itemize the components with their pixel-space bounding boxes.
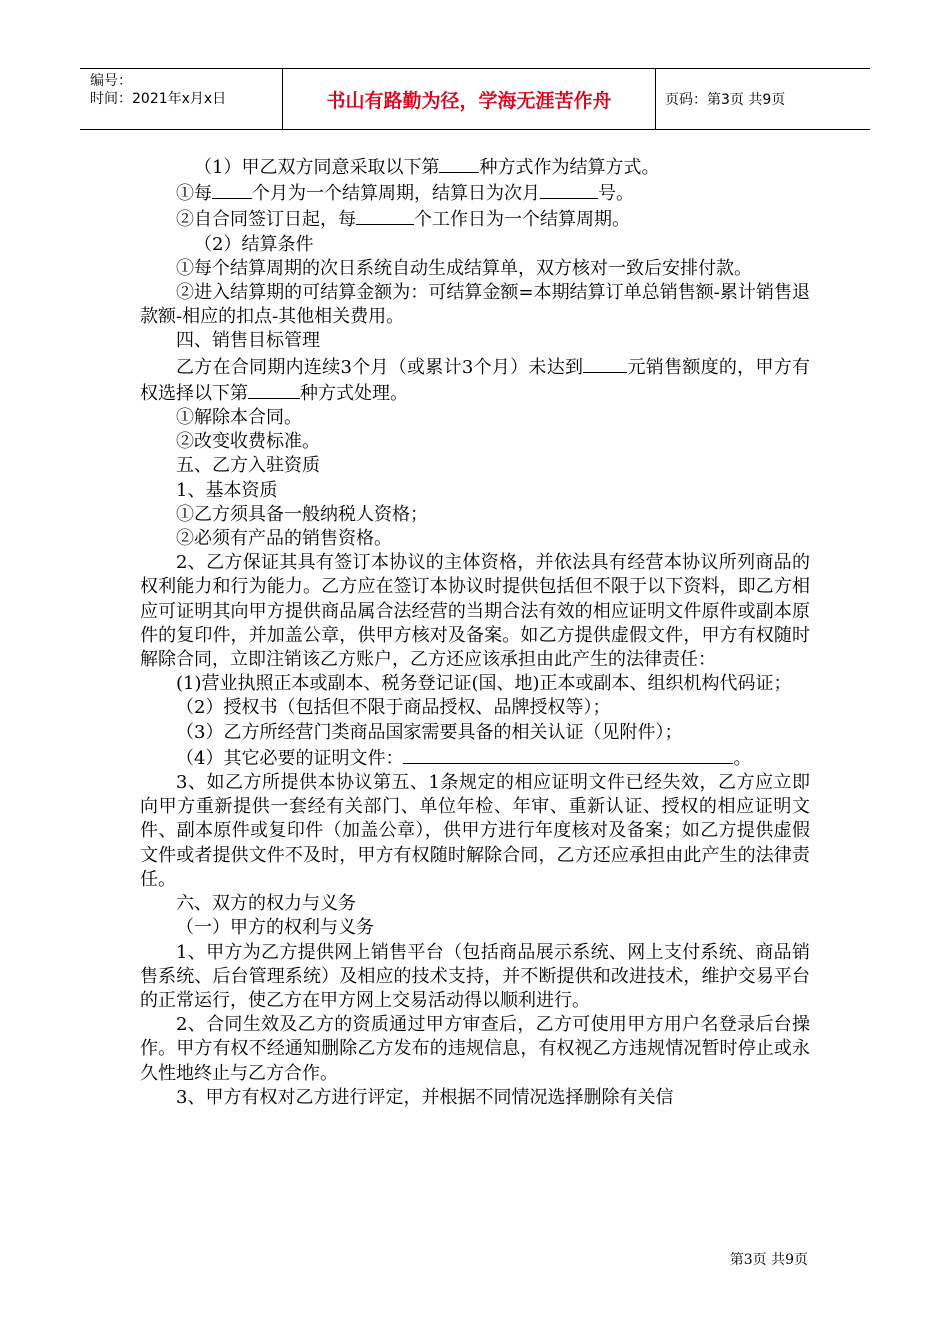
paragraph: ②自合同签订日起，每 个工作日为一个结算周期。 [140,206,810,232]
subsection-heading: （一）甲方的权利与义务 [176,917,374,939]
document-body [140,154,810,1110]
paragraph: 3、甲方有权对乙方进行评定，并根据不同情况选择删除有关信 [176,1086,674,1108]
document-number-label: 编号： [90,73,132,89]
paragraph: ①解除本合同。 [176,407,302,429]
section-heading: 六、双方的权力与义务 [176,893,356,915]
page-header [80,68,870,130]
paragraph: ②必须有产品的销售资格。 [176,528,392,550]
paragraph: ①每个结算周期的次日系统自动生成结算单，双方核对一致后安排付款。 [176,257,752,279]
paragraph: ①乙方须具备一般纳税人资格； [176,503,428,525]
paragraph: （2）结算条件 [194,233,314,255]
section-heading: 五、乙方入驻资质 [176,455,320,477]
paragraph: ②进入结算期的可结算金额为：可结算金额=本期结算订单总销售额-累计销售退款额-相应的扣点-其他相关费用。 [140,282,810,328]
fill-blank [583,354,627,373]
fill-blank [540,180,598,199]
paragraph: 2、合同生效及乙方的资质通过甲方审查后，乙方可使用甲方用户名登录后台操作。甲方有权不经通知删除乙方发布的违规信息，有权视乙方违规情况暂时停止或永久性地终止与乙方合作。 [140,1014,810,1084]
paragraph: ②改变收费标准。 [176,431,320,453]
paragraph: （2）授权书（包括但不限于商品授权、品牌授权等）； [176,697,611,719]
section-heading: 四、销售目标管理 [176,330,320,352]
paragraph: 2、乙方保证其具有签订本协议的主体资格，并依法具有经营本协议所列商品的权利能力和行为能力。乙方应在签订本协议时提供包括但不限于以下资料，即乙方相应可证明其向甲方提供商品属合法经营的当期合法有效的相应证明文件原件或副本原件的复印件，并加盖公章，供甲方核对及备案。如乙方提供虚假文件，甲方有权随时解除合同，立即注销该乙方账户，乙方还应该承担由此产生的法律责任： [140,552,810,671]
fill-blank [439,154,479,173]
page-footer: 第3页 共9页 [729,1252,808,1268]
fill-blank [356,206,414,225]
header-motto: 书山有路勤为径，学海无涯苦作舟 [326,89,612,112]
header-page-info: 页码：第3页 共9页 [665,92,786,108]
document-time-label: 时间：2021年x月x日 [90,91,227,107]
paragraph: （3）乙方所经营门类商品国家需要具备的相关认证（见附件）； [176,721,683,743]
paragraph: (1)营业执照正本或副本、税务登记证(国、地)正本或副本、组织机构代码证； [176,673,792,695]
paragraph: ①每 个月为一个结算周期，结算日为次月 号。 [140,180,810,206]
paragraph: （1）甲乙双方同意采取以下第 种方式作为结算方式。 [140,154,810,180]
fill-blank [403,745,733,764]
paragraph: 1、甲方为乙方提供网上销售平台（包括商品展示系统、网上支付系统、商品销售系统、后台管理系统）及相应的技术支持，并不断提供和改进技术，维护交易平台的正常运行，使乙方在甲方网上交易活动得以顺利进行。 [140,941,810,1011]
paragraph: 乙方在合同期内连续3个月（或累计3个月）未达到 元销售额度的，甲方有权选择以下第 种方式处理。 [140,354,810,406]
header-divider-right [655,68,656,130]
fill-blank [248,380,300,399]
paragraph: 1、基本资质 [176,479,278,501]
paragraph: 3、如乙方所提供本协议第五、1条规定的相应证明文件已经失效，乙方应立即向甲方重新提供一套经有关部门、单位年检、年审、重新认证、授权的相应证明文件、副本原件或复印件（加盖公章），供甲方进行年度核对及备案；如乙方提供虚假文件或者提供文件不及时，甲方有权随时解除合同，乙方还应承担由此产生的法律责任。 [140,772,810,890]
fill-blank [212,180,252,199]
paragraph: （4）其它必要的证明文件： 。 [140,745,810,771]
header-meta [90,72,280,108]
